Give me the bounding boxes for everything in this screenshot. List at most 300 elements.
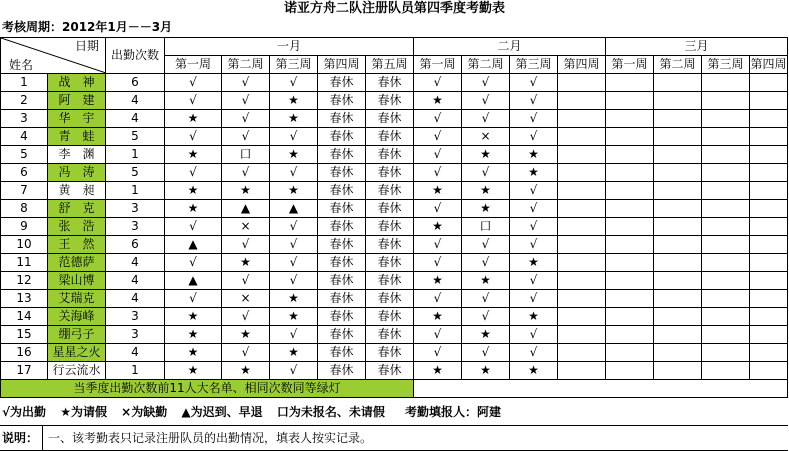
attendance-cell bbox=[654, 92, 702, 110]
attendance-cell: √ bbox=[414, 110, 462, 128]
attendance-count: 6 bbox=[106, 74, 165, 92]
attendance-cell bbox=[654, 344, 702, 362]
attendance-cell bbox=[750, 92, 788, 110]
week-header: 第二周 bbox=[654, 56, 702, 74]
attendance-cell: √ bbox=[165, 128, 222, 146]
attendance-cell bbox=[654, 236, 702, 254]
attendance-cell bbox=[606, 344, 654, 362]
attendance-cell: × bbox=[222, 218, 270, 236]
attendance-cell bbox=[654, 362, 702, 380]
attendance-cell bbox=[750, 146, 788, 164]
attendance-cell bbox=[750, 182, 788, 200]
attendance-cell bbox=[702, 308, 750, 326]
attendance-cell: 春休 bbox=[318, 218, 366, 236]
note-row bbox=[0, 425, 788, 451]
attendance-cell bbox=[654, 272, 702, 290]
row-number: 6 bbox=[1, 164, 48, 182]
attendance-count: 3 bbox=[106, 326, 165, 344]
attendance-cell: ▲ bbox=[165, 236, 222, 254]
member-name: 绷弓子 bbox=[48, 326, 106, 344]
member-name: 李 渊 bbox=[48, 146, 106, 164]
attendance-cell bbox=[654, 308, 702, 326]
attendance-cell: 春休 bbox=[366, 128, 414, 146]
table-row bbox=[1, 254, 788, 272]
attendance-cell: √ bbox=[222, 74, 270, 92]
attendance-count: 4 bbox=[106, 110, 165, 128]
attendance-cell: ▲ bbox=[270, 200, 318, 218]
attendance-cell bbox=[654, 200, 702, 218]
attendance-cell bbox=[558, 344, 606, 362]
attendance-cell: 春休 bbox=[318, 344, 366, 362]
attendance-cell: ★ bbox=[270, 344, 318, 362]
attendance-cell: √ bbox=[510, 74, 558, 92]
attendance-cell: √ bbox=[510, 218, 558, 236]
member-name: 青 蛙 bbox=[48, 128, 106, 146]
attendance-cell bbox=[702, 236, 750, 254]
sheet-title: 诺亚方舟二队注册队员第四季度考勤表 bbox=[283, 1, 505, 16]
attendance-cell bbox=[702, 272, 750, 290]
attendance-cell: √ bbox=[165, 290, 222, 308]
attendance-count: 5 bbox=[106, 128, 165, 146]
attendance-cell bbox=[558, 254, 606, 272]
attendance-cell: ★ bbox=[165, 146, 222, 164]
attendance-cell: √ bbox=[270, 74, 318, 92]
attendance-cell: √ bbox=[414, 164, 462, 182]
attendance-cell: ★ bbox=[222, 326, 270, 344]
attendance-cell: 春休 bbox=[318, 200, 366, 218]
member-name: 舒 克 bbox=[48, 200, 106, 218]
attendance-cell: √ bbox=[462, 308, 510, 326]
attendance-cell bbox=[702, 182, 750, 200]
attendance-cell: √ bbox=[510, 326, 558, 344]
attendance-cell: √ bbox=[270, 326, 318, 344]
attendance-cell: ★ bbox=[165, 344, 222, 362]
attendance-cell: ★ bbox=[462, 146, 510, 164]
week-header: 第一周 bbox=[165, 56, 222, 74]
header-row-months bbox=[1, 38, 788, 56]
attendance-cell: √ bbox=[462, 290, 510, 308]
attendance-cell: ★ bbox=[414, 92, 462, 110]
attendance-cell: × bbox=[222, 290, 270, 308]
period-label: 考核周期：2012年1月－－3月 bbox=[2, 20, 173, 34]
attendance-cell: 口 bbox=[462, 218, 510, 236]
attendance-cell bbox=[750, 272, 788, 290]
attendance-cell bbox=[654, 290, 702, 308]
attendance-cell: 春休 bbox=[318, 290, 366, 308]
attendance-cell: √ bbox=[270, 236, 318, 254]
attendance-cell bbox=[606, 236, 654, 254]
attendance-cell: ★ bbox=[165, 200, 222, 218]
attendance-cell: 春休 bbox=[318, 362, 366, 380]
attendance-cell bbox=[702, 92, 750, 110]
attendance-cell bbox=[606, 110, 654, 128]
attendance-cell bbox=[606, 92, 654, 110]
week-header: 第二周 bbox=[222, 56, 270, 74]
attendance-cell: 春休 bbox=[318, 308, 366, 326]
attendance-cell: ▲ bbox=[222, 200, 270, 218]
attendance-cell bbox=[702, 110, 750, 128]
attendance-cell: ★ bbox=[414, 182, 462, 200]
table-row bbox=[1, 236, 788, 254]
week-header: 第三周 bbox=[270, 56, 318, 74]
attendance-cell: ★ bbox=[414, 362, 462, 380]
attendance-cell: ★ bbox=[165, 110, 222, 128]
attendance-cell bbox=[654, 164, 702, 182]
attendance-cell: ★ bbox=[270, 110, 318, 128]
member-name: 黄 昶 bbox=[48, 182, 106, 200]
week-header: 第四周 bbox=[318, 56, 366, 74]
attendance-cell: √ bbox=[270, 128, 318, 146]
attendance-table bbox=[0, 37, 788, 398]
attendance-cell: 春休 bbox=[318, 110, 366, 128]
attendance-cell bbox=[654, 74, 702, 92]
attendance-cell bbox=[750, 218, 788, 236]
attendance-cell: 春休 bbox=[318, 92, 366, 110]
attendance-cell: 春休 bbox=[366, 272, 414, 290]
attendance-cell bbox=[558, 290, 606, 308]
attendance-cell bbox=[750, 344, 788, 362]
attendance-cell: 春休 bbox=[318, 128, 366, 146]
attendance-cell: 春休 bbox=[366, 290, 414, 308]
attendance-cell: ★ bbox=[270, 308, 318, 326]
legend-late: ▲为迟到、早退 bbox=[181, 405, 263, 419]
member-name: 关海峰 bbox=[48, 308, 106, 326]
week-header: 第三周 bbox=[510, 56, 558, 74]
attendance-cell: ★ bbox=[510, 254, 558, 272]
attendance-count: 4 bbox=[106, 92, 165, 110]
month-header-mar: 三月 bbox=[606, 38, 788, 56]
attendance-cell bbox=[750, 308, 788, 326]
member-name: 星星之火 bbox=[48, 344, 106, 362]
attendance-cell: √ bbox=[222, 308, 270, 326]
attendance-cell bbox=[606, 200, 654, 218]
attendance-cell: √ bbox=[414, 236, 462, 254]
attendance-cell: ★ bbox=[165, 362, 222, 380]
row-number: 12 bbox=[1, 272, 48, 290]
attendance-count: 4 bbox=[106, 254, 165, 272]
row-number: 3 bbox=[1, 110, 48, 128]
attendance-cell bbox=[750, 110, 788, 128]
attendance-cell: √ bbox=[414, 326, 462, 344]
attendance-cell bbox=[558, 128, 606, 146]
attendance-cell bbox=[606, 218, 654, 236]
attendance-cell bbox=[702, 146, 750, 164]
week-header: 第二周 bbox=[462, 56, 510, 74]
attendance-cell: √ bbox=[165, 164, 222, 182]
attendance-cell: √ bbox=[510, 200, 558, 218]
attendance-cell bbox=[750, 128, 788, 146]
name-header-label: 姓名 bbox=[9, 58, 34, 72]
attendance-cell: 春休 bbox=[318, 254, 366, 272]
table-row bbox=[1, 218, 788, 236]
table-row bbox=[1, 272, 788, 290]
attendance-cell bbox=[558, 74, 606, 92]
attendance-count: 6 bbox=[106, 236, 165, 254]
attendance-cell: 春休 bbox=[366, 236, 414, 254]
member-name: 战 神 bbox=[48, 74, 106, 92]
attendance-cell: √ bbox=[462, 164, 510, 182]
attendance-cell bbox=[558, 164, 606, 182]
attendance-cell bbox=[606, 164, 654, 182]
attendance-cell: √ bbox=[222, 92, 270, 110]
member-name: 梁山博 bbox=[48, 272, 106, 290]
attendance-count: 3 bbox=[106, 308, 165, 326]
attendance-count: 1 bbox=[106, 182, 165, 200]
attendance-cell bbox=[558, 182, 606, 200]
table-row bbox=[1, 344, 788, 362]
attendance-cell: ★ bbox=[462, 272, 510, 290]
attendance-cell: 春休 bbox=[318, 146, 366, 164]
attendance-cell: ★ bbox=[462, 362, 510, 380]
attendance-cell: ★ bbox=[222, 362, 270, 380]
attendance-cell: ★ bbox=[510, 164, 558, 182]
attendance-cell bbox=[654, 326, 702, 344]
attendance-cell: ★ bbox=[510, 308, 558, 326]
attendance-cell: ★ bbox=[270, 290, 318, 308]
attendance-cell: √ bbox=[462, 92, 510, 110]
table-row bbox=[1, 308, 788, 326]
attendance-cell bbox=[558, 326, 606, 344]
row-number: 7 bbox=[1, 182, 48, 200]
attendance-cell: √ bbox=[270, 362, 318, 380]
table-row bbox=[1, 146, 788, 164]
attendance-cell: √ bbox=[462, 344, 510, 362]
legend-absent: ×为缺勤 bbox=[121, 405, 168, 419]
attendance-cell bbox=[702, 344, 750, 362]
attendance-cell: 春休 bbox=[318, 164, 366, 182]
table-row bbox=[1, 200, 788, 218]
attendance-cell bbox=[702, 218, 750, 236]
attendance-count: 4 bbox=[106, 290, 165, 308]
attendance-cell: 春休 bbox=[366, 182, 414, 200]
row-number: 14 bbox=[1, 308, 48, 326]
attendance-cell: √ bbox=[165, 254, 222, 272]
footer-note: 当季度出勤次数前11人大名单、相同次数同等绿灯 bbox=[1, 380, 414, 398]
attendance-cell: ★ bbox=[165, 326, 222, 344]
attendance-cell: ★ bbox=[222, 254, 270, 272]
member-name: 行云流水 bbox=[48, 362, 106, 380]
row-number: 15 bbox=[1, 326, 48, 344]
attendance-cell: 口 bbox=[222, 146, 270, 164]
attendance-cell bbox=[702, 362, 750, 380]
attendance-cell bbox=[606, 308, 654, 326]
attendance-cell: 春休 bbox=[366, 146, 414, 164]
attendance-cell: √ bbox=[414, 344, 462, 362]
attendance-cell bbox=[558, 362, 606, 380]
attendance-cell: √ bbox=[510, 92, 558, 110]
attendance-cell: 春休 bbox=[318, 182, 366, 200]
attendance-cell bbox=[702, 290, 750, 308]
attendance-cell: ★ bbox=[270, 92, 318, 110]
attendance-cell: 春休 bbox=[366, 74, 414, 92]
attendance-cell: √ bbox=[414, 146, 462, 164]
attendance-cell: √ bbox=[222, 236, 270, 254]
note-label: 说明： bbox=[2, 426, 43, 450]
attendance-cell: 春休 bbox=[318, 326, 366, 344]
month-header-jan: 一月 bbox=[165, 38, 414, 56]
count-header: 出勤次数 bbox=[106, 38, 165, 74]
attendance-count: 1 bbox=[106, 362, 165, 380]
attendance-cell: 春休 bbox=[366, 218, 414, 236]
member-name: 艾瑞克 bbox=[48, 290, 106, 308]
table-row bbox=[1, 74, 788, 92]
attendance-cell bbox=[702, 74, 750, 92]
row-number: 5 bbox=[1, 146, 48, 164]
row-number: 2 bbox=[1, 92, 48, 110]
week-header: 第一周 bbox=[414, 56, 462, 74]
week-header: 第四周 bbox=[558, 56, 606, 74]
note-text: 一、该考勤表只记录注册队员的出勤情况，填表人按实记录。 bbox=[48, 431, 373, 445]
attendance-cell: 春休 bbox=[366, 92, 414, 110]
member-name: 张 浩 bbox=[48, 218, 106, 236]
attendance-cell bbox=[606, 326, 654, 344]
row-number: 16 bbox=[1, 344, 48, 362]
week-header: 第五周 bbox=[366, 56, 414, 74]
attendance-cell: √ bbox=[414, 128, 462, 146]
attendance-cell bbox=[558, 218, 606, 236]
attendance-cell bbox=[558, 200, 606, 218]
attendance-cell bbox=[654, 182, 702, 200]
attendance-cell bbox=[606, 74, 654, 92]
attendance-cell bbox=[750, 290, 788, 308]
attendance-cell: 春休 bbox=[366, 362, 414, 380]
attendance-cell bbox=[702, 164, 750, 182]
attendance-cell: ★ bbox=[165, 182, 222, 200]
attendance-body bbox=[1, 74, 788, 398]
legend bbox=[2, 401, 511, 423]
attendance-cell: ▲ bbox=[165, 272, 222, 290]
table-row bbox=[1, 182, 788, 200]
attendance-cell bbox=[750, 200, 788, 218]
attendance-count: 3 bbox=[106, 200, 165, 218]
row-number: 8 bbox=[1, 200, 48, 218]
attendance-cell: √ bbox=[222, 272, 270, 290]
attendance-cell bbox=[606, 362, 654, 380]
attendance-cell bbox=[654, 254, 702, 272]
row-number: 10 bbox=[1, 236, 48, 254]
attendance-cell: √ bbox=[510, 344, 558, 362]
attendance-cell bbox=[702, 128, 750, 146]
row-number: 1 bbox=[1, 74, 48, 92]
attendance-cell bbox=[654, 110, 702, 128]
attendance-cell bbox=[558, 308, 606, 326]
attendance-cell: ★ bbox=[414, 308, 462, 326]
attendance-count: 5 bbox=[106, 164, 165, 182]
row-number: 17 bbox=[1, 362, 48, 380]
attendance-count: 3 bbox=[106, 218, 165, 236]
attendance-cell: √ bbox=[222, 128, 270, 146]
attendance-cell bbox=[606, 254, 654, 272]
attendance-cell bbox=[750, 254, 788, 272]
legend-unregistered: 口为未报名、未请假 bbox=[276, 405, 385, 419]
attendance-cell: √ bbox=[462, 236, 510, 254]
attendance-cell bbox=[606, 182, 654, 200]
attendance-cell bbox=[606, 146, 654, 164]
attendance-cell bbox=[606, 128, 654, 146]
attendance-cell bbox=[750, 236, 788, 254]
week-header: 第四周 bbox=[750, 56, 788, 74]
attendance-cell: ★ bbox=[462, 200, 510, 218]
table-row bbox=[1, 326, 788, 344]
attendance-cell bbox=[654, 146, 702, 164]
attendance-cell: ★ bbox=[414, 218, 462, 236]
attendance-cell bbox=[558, 236, 606, 254]
attendance-cell: √ bbox=[510, 110, 558, 128]
attendance-cell: 春休 bbox=[366, 326, 414, 344]
week-header: 第三周 bbox=[702, 56, 750, 74]
month-header-feb: 二月 bbox=[414, 38, 606, 56]
attendance-cell: ★ bbox=[462, 326, 510, 344]
attendance-cell: ★ bbox=[222, 182, 270, 200]
member-name: 冯 涛 bbox=[48, 164, 106, 182]
attendance-cell: 春休 bbox=[366, 308, 414, 326]
attendance-cell: √ bbox=[165, 218, 222, 236]
attendance-cell: √ bbox=[222, 344, 270, 362]
attendance-cell: √ bbox=[510, 128, 558, 146]
attendance-cell: √ bbox=[165, 92, 222, 110]
row-number: 4 bbox=[1, 128, 48, 146]
attendance-cell: √ bbox=[270, 218, 318, 236]
attendance-cell: √ bbox=[462, 110, 510, 128]
attendance-count: 4 bbox=[106, 344, 165, 362]
attendance-cell: × bbox=[462, 128, 510, 146]
attendance-cell: √ bbox=[222, 110, 270, 128]
attendance-cell: √ bbox=[222, 164, 270, 182]
table-row bbox=[1, 164, 788, 182]
row-number: 11 bbox=[1, 254, 48, 272]
attendance-cell bbox=[558, 272, 606, 290]
attendance-cell: 春休 bbox=[366, 164, 414, 182]
attendance-cell bbox=[750, 362, 788, 380]
attendance-cell bbox=[558, 92, 606, 110]
member-name: 王 然 bbox=[48, 236, 106, 254]
attendance-cell: ★ bbox=[165, 308, 222, 326]
attendance-count: 4 bbox=[106, 272, 165, 290]
attendance-cell: √ bbox=[510, 272, 558, 290]
table-row bbox=[1, 92, 788, 110]
attendance-cell bbox=[606, 290, 654, 308]
attendance-cell: ★ bbox=[462, 182, 510, 200]
attendance-count: 1 bbox=[106, 146, 165, 164]
legend-present: √为出勤 bbox=[2, 405, 47, 419]
attendance-cell: √ bbox=[510, 236, 558, 254]
attendance-cell: ★ bbox=[510, 362, 558, 380]
attendance-cell: 春休 bbox=[366, 200, 414, 218]
attendance-cell bbox=[702, 200, 750, 218]
attendance-cell bbox=[558, 110, 606, 128]
attendance-cell bbox=[750, 74, 788, 92]
row-number: 9 bbox=[1, 218, 48, 236]
member-name: 范德萨 bbox=[48, 254, 106, 272]
table-row bbox=[1, 290, 788, 308]
attendance-cell bbox=[654, 128, 702, 146]
attendance-cell: √ bbox=[270, 254, 318, 272]
attendance-cell bbox=[558, 146, 606, 164]
attendance-cell: ★ bbox=[270, 146, 318, 164]
attendance-cell: 春休 bbox=[318, 74, 366, 92]
attendance-cell: ★ bbox=[270, 182, 318, 200]
attendance-cell bbox=[654, 218, 702, 236]
row-number: 13 bbox=[1, 290, 48, 308]
attendance-cell: 春休 bbox=[318, 236, 366, 254]
attendance-cell: √ bbox=[462, 74, 510, 92]
attendance-cell: 春休 bbox=[366, 344, 414, 362]
member-name: 阿 建 bbox=[48, 92, 106, 110]
attendance-cell: 春休 bbox=[366, 110, 414, 128]
attendance-cell: √ bbox=[414, 290, 462, 308]
attendance-cell: √ bbox=[414, 200, 462, 218]
attendance-cell: √ bbox=[270, 164, 318, 182]
